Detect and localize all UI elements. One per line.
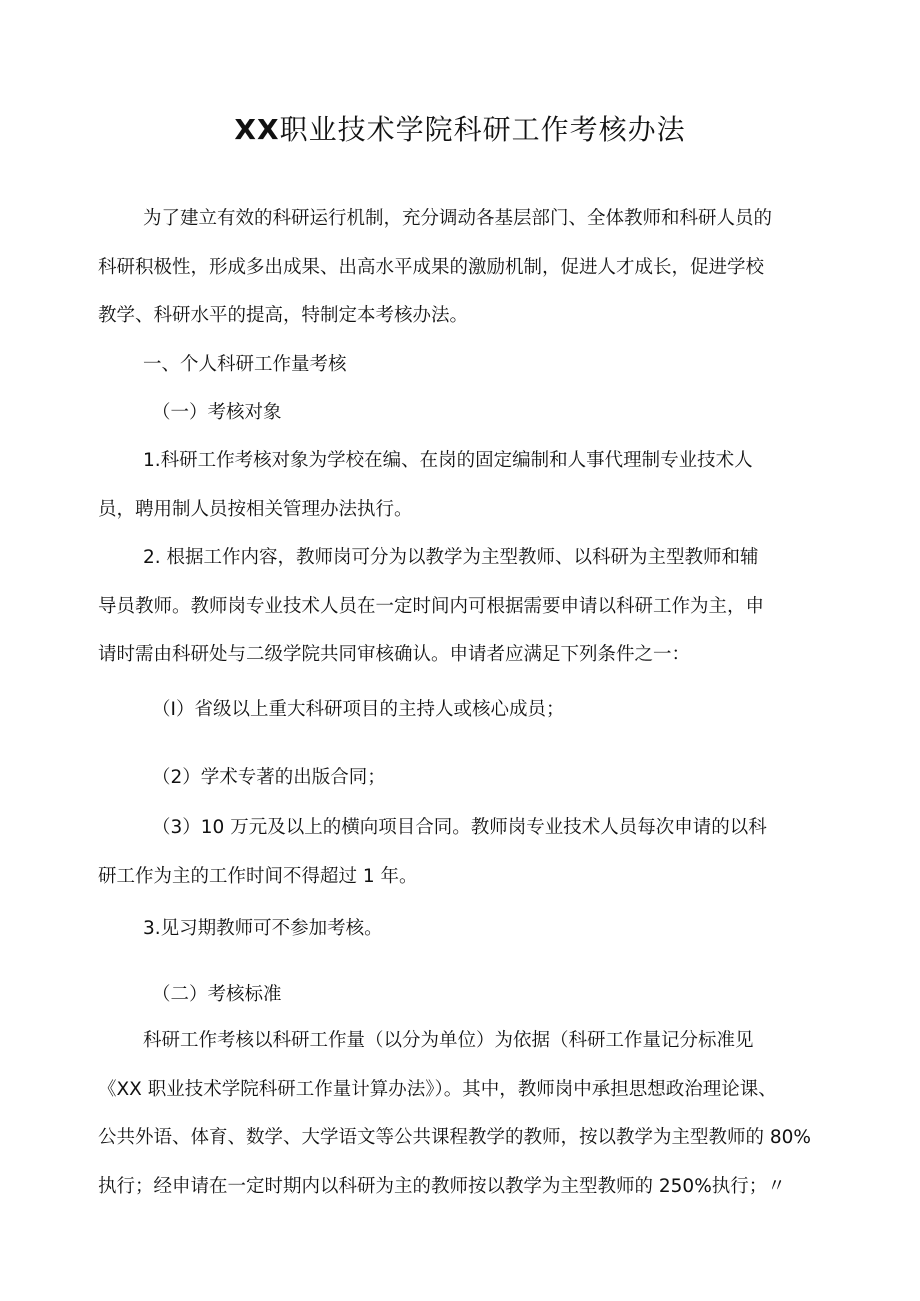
condition-2: （2）学术专著的出版合同； [152,767,386,788]
subsection-heading: （二）考核标准 [152,984,282,1005]
standard-line: 《XX 职业技术学院科研工作量计算办法》）。其中，教师岗中承担思想政治理论课、 [98,1078,777,1100]
item-line: 员，聘用制人员按相关管理办法执行。 [98,498,413,520]
item-line: 2. 根据工作内容，教师岗可分为以教学为主型教师、以科研为主型教师和辅 [143,547,759,568]
item-2-paragraph [98,534,830,680]
condition-1: （I）省级以上重大科研项目的主持人或核心成员； [152,699,565,720]
intro-paragraph [98,195,830,341]
document-title [0,106,920,154]
title-prefix: XX [234,113,280,146]
item-line: 1.科研工作考核对象为学校在编、在岗的固定编制和人事代理制专业技术人 [143,450,753,471]
standard-line: 公共外语、体育、数学、大学语文等公共课程教学的教师，按以教学为主型教师的 80% [98,1127,812,1148]
condition-line: 研工作为主的工作时间不得超过 1 年。 [98,865,418,887]
subsection-heading: （一）考核对象 [152,402,282,423]
standard-line: 科研工作考核以科研工作量（以分为单位）为依据（科研工作量记分标准见 [143,1030,754,1051]
item-3: 3.见习期教师可不参加考核。 [143,918,383,939]
intro-line: 教学、科研水平的提高，特制定本考核办法。 [98,305,469,326]
intro-line: 为了建立有效的科研运行机制，充分调动各基层部门、全体教师和科研人员的 [143,208,773,229]
item-line: 请时需由科研处与二级学院共同审核确认。申请者应满足下列条件之一： [98,644,691,665]
condition-3-paragraph [98,804,830,901]
item-line: 导员教师。教师岗专业技术人员在一定时间内可根据需要申请以科研工作为主，申 [98,595,765,617]
condition-line: （3）10 万元及以上的横向项目合同。教师岗专业技术人员每次申请的以科 [152,817,767,838]
standard-paragraph [98,1017,830,1211]
title-text: 职业技术学院科研工作考核办法 [279,113,686,146]
standard-line: 执行；经申请在一定时期内以科研为主的教师按以教学为主型教师的 250%执行；〃 [98,1175,786,1197]
item-1-paragraph [98,437,830,534]
section-heading: 一、个人科研工作量考核 [143,354,347,375]
intro-line: 科研积极性，形成多出成果、出高水平成果的激励机制，促进人才成长，促进学校 [98,256,765,278]
